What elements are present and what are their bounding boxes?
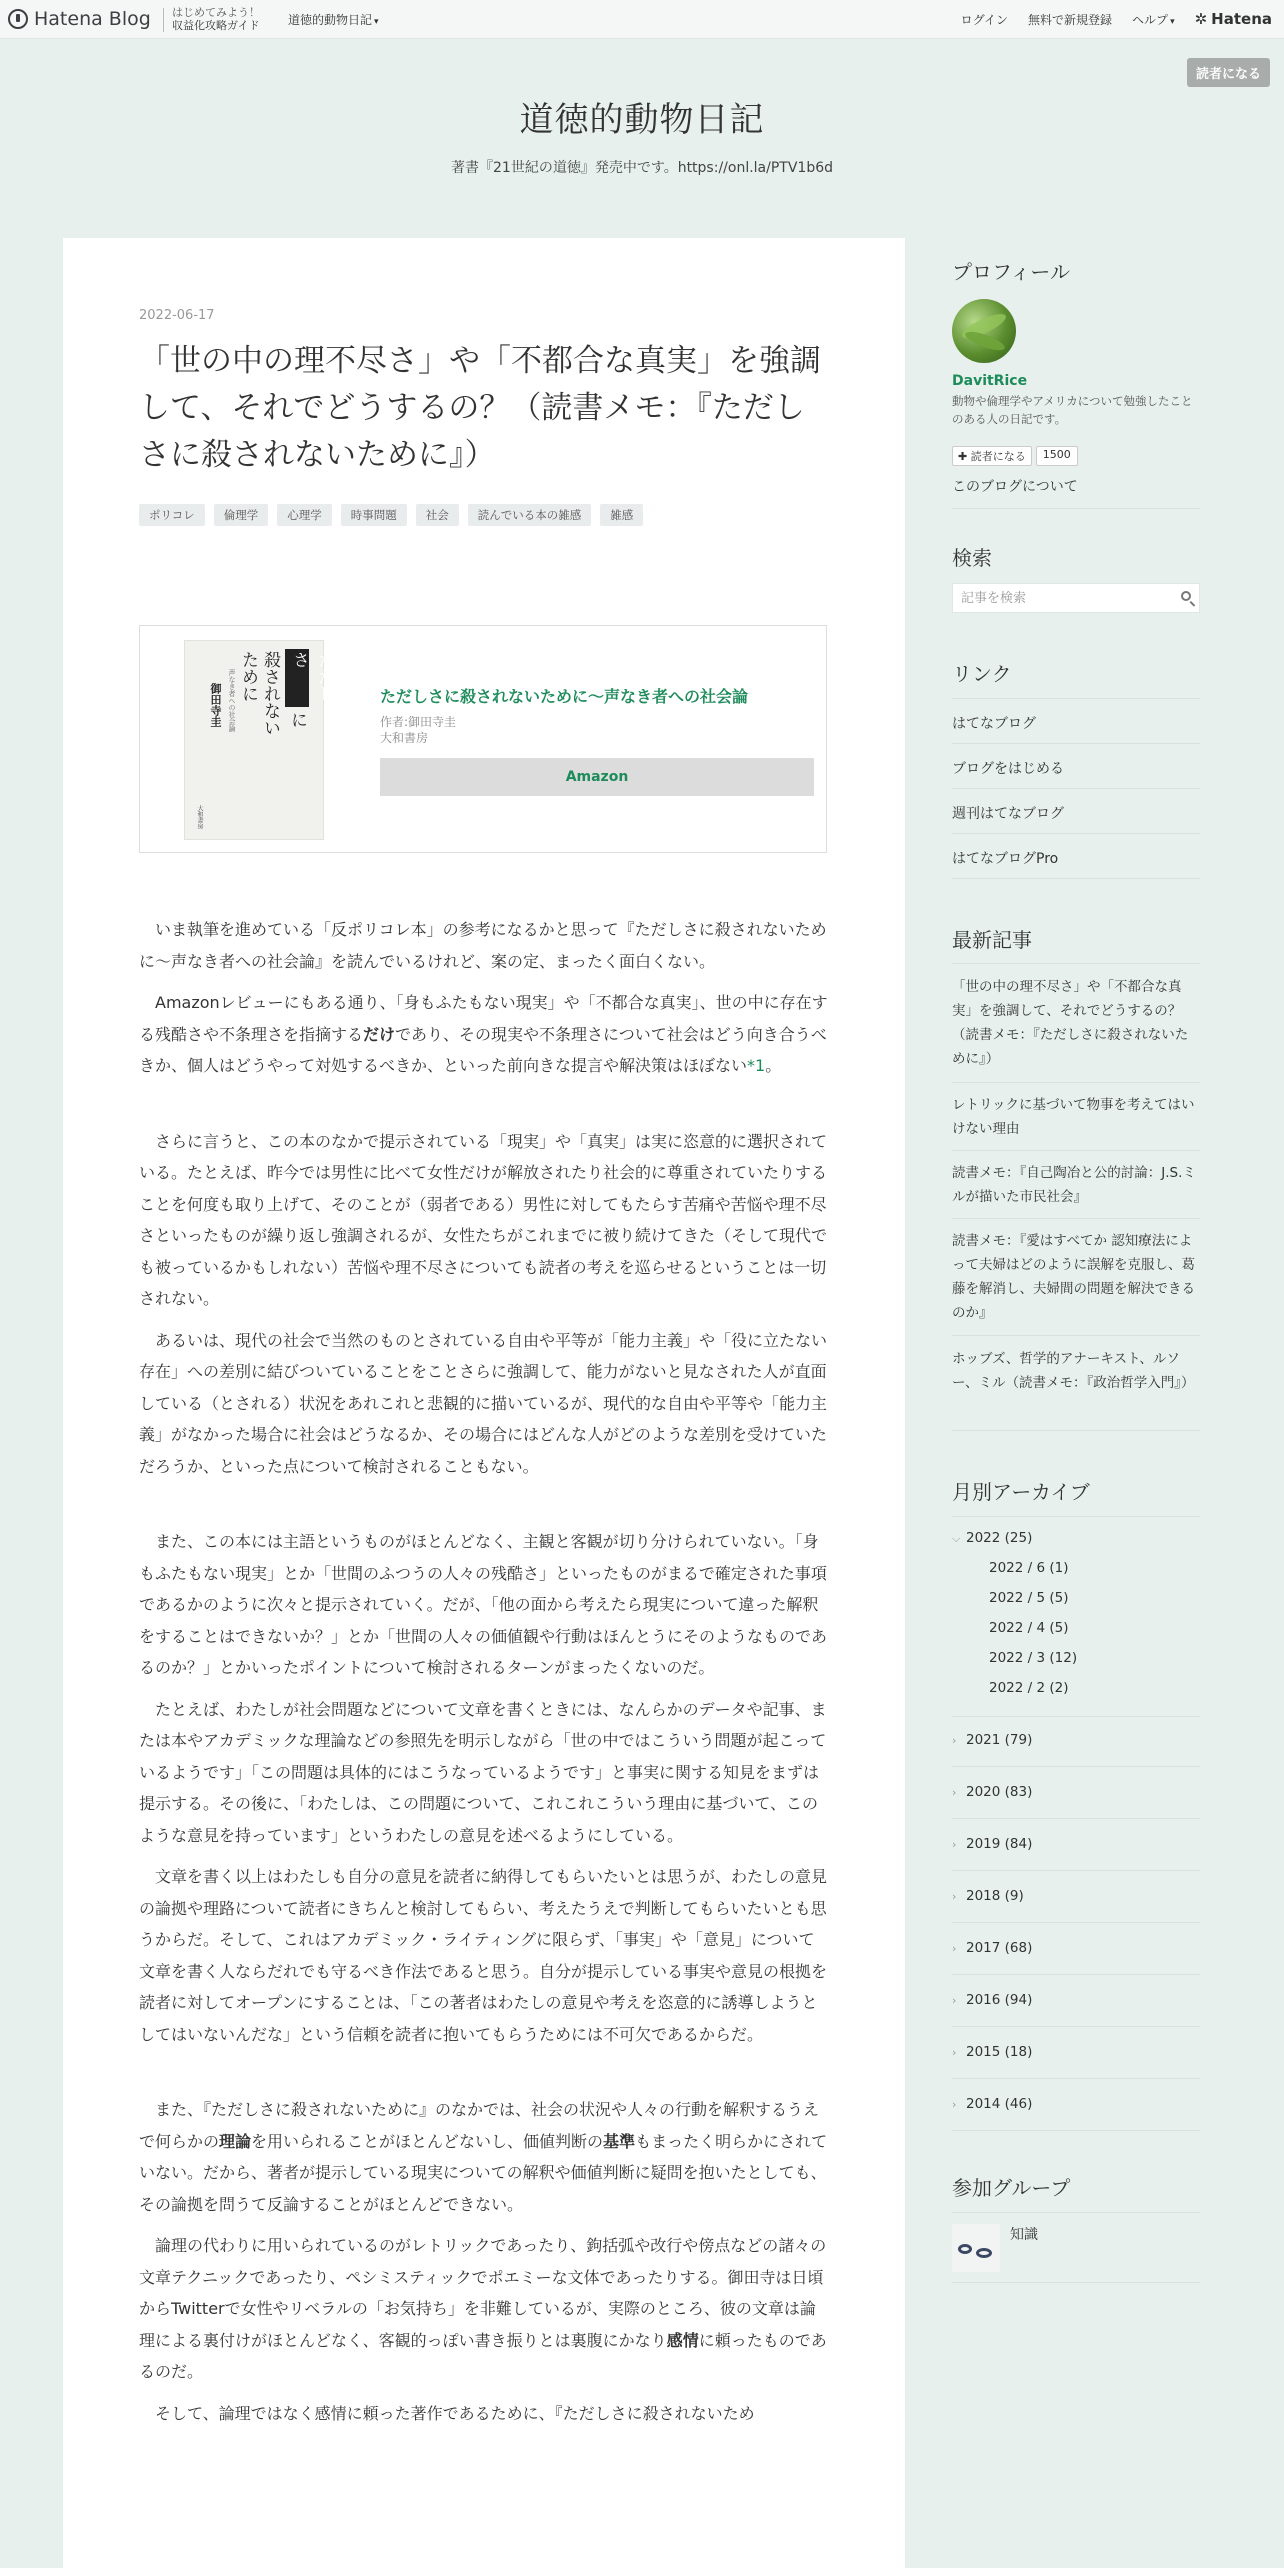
archive-year[interactable] — [952, 1732, 1032, 1748]
cover-publisher: 大和書房 — [196, 805, 203, 829]
paragraph-bold: 基準 — [603, 2131, 636, 2151]
paragraph: あるいは、現代の社会で当然のものとされている自由や平等が「能力主義」や「役に立たない存在」への差別に結びついていることをことさらに強調して、能力がないと見なされた人が直面している（とされる）状況をあれこれと悲観的に描いているが、現代的な自由や平等や「能力主義」がなかった場合に社会はどうなるか、その場合にはどんな人がどのような差別を受けていただろうか、といった点について検討されることもない。 — [139, 1330, 828, 1476]
archive-year[interactable] — [952, 2044, 1032, 2060]
chevron-right-icon: › — [952, 1838, 957, 1851]
archive-year-label: 2014 (46) — [966, 2096, 1033, 2112]
hatena-sun-icon: ✲ — [1194, 9, 1208, 28]
archive-month[interactable]: 2022 / 4 (5) — [989, 1620, 1069, 1636]
avatar[interactable] — [952, 299, 1016, 363]
divider — [952, 1335, 1200, 1336]
paragraph-bold: 感情 — [666, 2330, 699, 2350]
chevron-down-icon: ▾ — [374, 17, 379, 27]
help-label: ヘルプ — [1132, 13, 1169, 27]
cover-subtitle: 声なき者への社会論 — [228, 669, 236, 732]
paragraph-bold: だけ — [363, 1024, 396, 1044]
paragraph — [139, 2094, 829, 2220]
cover-title-b: に — [287, 711, 307, 728]
blog-description: 著書『21世紀の道徳』発売中です。https://onl.la/PTV1b6d — [451, 160, 833, 176]
divider — [952, 2282, 1200, 2283]
book-cover-image[interactable] — [184, 640, 334, 840]
header-right-menu — [961, 11, 1272, 28]
paragraph: いま執筆を進めている「反ポリコレ本」の参考になるかと思って『ただしさに殺されないために〜声なき者への社会論』を読んでいるけれど、案の定、まったく面白くない。 — [139, 920, 827, 971]
paragraph: そして、論理ではなく感情に頼った著作であるために、『ただしさに殺されないため — [155, 2403, 755, 2423]
archive-year-label: 2017 (68) — [966, 1940, 1033, 1956]
glasses-icon — [952, 2224, 1000, 2272]
archive-year-label: 2018 (9) — [966, 1888, 1024, 1904]
divider — [952, 2130, 1200, 2131]
about-blog-link[interactable]: このブログについて — [952, 479, 1078, 495]
divider — [952, 1150, 1200, 1151]
archive-year[interactable] — [952, 1940, 1032, 1956]
paragraph — [139, 2230, 829, 2388]
archive-month[interactable]: 2022 / 5 (5) — [989, 1590, 1069, 1606]
divider — [952, 1766, 1200, 1767]
footnote-link[interactable]: *1 — [747, 1056, 766, 1075]
chevron-down-icon: ⌵ — [952, 1532, 961, 1545]
book-title-link[interactable]: ただしさに殺されないために～声なき者への社会論 — [380, 687, 749, 706]
entry-categories — [139, 504, 643, 526]
archive-month[interactable]: 2022 / 6 (1) — [989, 1560, 1069, 1576]
paragraph-text: また、『ただしさに殺されないために』のなかでは、社会の状況や人々の行動を解釈するうえで何らかの — [139, 2100, 820, 2151]
archive-year[interactable] — [952, 1888, 1024, 1904]
divider — [952, 1082, 1200, 1083]
archive-year[interactable] — [952, 1784, 1032, 1800]
divider — [952, 1974, 1200, 1975]
paragraph: 文章を書く以上はわたしも自分の意見を読者に納得してもらいたいとは思うが、わたしの意見の論拠や理路について読者にきちんと検討してもらい、考えたうえで判断してもらいたいとも思うからだ。そして、これはアカデミック・ライティングに限らず、「事実」や「意見」について文章を書く人ならだれでも守るべき作法であると思う。自分が提示している事実や意見の根拠を読者に対してオープンにすることは、「この著者はわたしの意見や考えを恣意的に誘導しようとしてはいないんだな」という信頼を読者に抱いてもらうためには不可欠であるからだ。 — [139, 1867, 828, 2044]
sidebar-link[interactable]: はてなブログPro — [952, 851, 1059, 867]
paragraph: さらに言うと、この本のなかで提示されている「現実」や「真実」は実に恣意的に選択されている。たとえば、昨今では男性に比べて女性だけが解放されたり社会的に尊重されていたりすることを何度も取り上げて、そのことが（弱者である）男性に対してもたらす苦痛や苦悩や理不尽さといったものが繰り返し強調されるが、女性たちがこれまでに被り続けてきた（そして現代でも被っているかもしれない）苦悩や理不尽さについても読者の考えを巡らせるということは一切されない。 — [139, 1131, 828, 1308]
links-heading: リンク — [952, 662, 1012, 686]
recent-heading: 最新記事 — [952, 928, 1032, 952]
archive-year-label: 2019 (84) — [966, 1836, 1033, 1852]
sidebar-link[interactable]: ブログをはじめる — [952, 761, 1064, 777]
hatena-blog-logo-icon — [8, 9, 28, 29]
profile-subscribe — [952, 446, 1078, 466]
group-name: 知識 — [1010, 2227, 1038, 2243]
archive-year[interactable] — [952, 2096, 1032, 2112]
category-tag[interactable]: 社会 — [416, 504, 459, 526]
header-divider — [163, 8, 164, 32]
divider — [952, 1818, 1200, 1819]
groups-heading: 参加グループ — [952, 2176, 1071, 2200]
chevron-right-icon: › — [952, 1994, 957, 2007]
paragraph-text: であり、その現実や不条理さについて社会はどう向き合うべきか、個人はどうやって対処するべきか、といった前向きな提言や解決策はほぼない — [139, 1024, 827, 1075]
category-tag[interactable]: ポリコレ — [139, 504, 205, 526]
recent-entry-link[interactable]: 読書メモ：『自己陶冶と公的討論：J.S.ミルが描いた市民社会』 — [952, 1165, 1196, 1205]
divider — [952, 1218, 1200, 1219]
divider — [952, 2078, 1200, 2079]
cover-author: 御田寺圭 — [209, 683, 222, 727]
search-heading: 検索 — [952, 546, 992, 570]
archive-year[interactable] — [952, 1836, 1032, 1852]
book-author: 作者:御田寺圭 — [380, 715, 457, 729]
paragraph: たとえば、わたしが社会問題などについて文章を書くときには、なんらかのデータや記事、または本やアカデミックな理論などの参照先を明示しながら「世の中ではこういう問題が起こっているようです」「この問題は具体的にはこうなっているようです」と事実に関する知見をまずは提示する。その後に、「わたしは、この問題について、これこれこういう理由に基づいて、このような意見を持っています」というわたしの意見を述べるようにしている。 — [139, 1699, 827, 1845]
divider — [952, 2026, 1200, 2027]
archive-year-label: 2015 (18) — [966, 2044, 1033, 2060]
sidebar-link[interactable]: はてなブログ — [952, 716, 1036, 732]
divider — [952, 963, 1200, 964]
logo-text: Hatena Blog — [34, 8, 151, 30]
profile-heading: プロフィール — [952, 260, 1070, 284]
entry-title[interactable]: 「世の中の理不尽さ」や「不都合な真実」を強調して、それでどうするの？（読書メモ：『ただしさに殺されないために』） — [139, 343, 821, 473]
guide-line2: 収益化攻略ガイド — [172, 19, 260, 32]
entry-body — [139, 914, 829, 2439]
sidebar-subscribe-button[interactable] — [952, 446, 1032, 466]
category-tag[interactable]: 雑感 — [600, 504, 643, 526]
cover-title-a: ただしさ — [289, 651, 334, 702]
paragraph-text: 論理の代わりに用いられているのがレトリックであったり、鉤括弧や改行や傍点などの諸々の文章テクニックであったり、ペシミスティックでポエミーな文体であったりする。御田寺は日頃からTwitterで女性やリベラルの「お気持ち」を非難しているが、実際のところ、彼の文章は論理による裏付けがほとんどなく、客観的っぽい書き振りとは裏腹にかなり — [139, 2236, 827, 2350]
archive-year-label: 2020 (83) — [966, 1784, 1033, 1800]
divider — [952, 2212, 1200, 2213]
divider — [952, 878, 1200, 879]
divider — [952, 698, 1200, 699]
entry-date[interactable]: 2022-06-17 — [139, 308, 215, 323]
blog-menu-label: 道徳的動物日記 — [288, 13, 373, 27]
paragraph: また、この本には主語というものがほとんどなく、主観と客観が切り分けられていない。「身もふたもない現実」とか「世間のふつうの人々の残酷さ」といったものがまるで確定された事項であるかのように次々と提示されていく。だが、「他の面から考えたら現実について違った解釈をすることはできないか？」とか「世間の人々の価値観や行動はほんとうにそのようなものであるのか？」とかいったポイントについて検討されるターンがまったくないのだ。 — [139, 1532, 828, 1677]
group-item[interactable] — [952, 2220, 1200, 2278]
archive-year[interactable] — [952, 1992, 1032, 2008]
archive-year-label: 2016 (94) — [966, 1992, 1033, 2008]
cover-title-d: ために — [238, 651, 258, 702]
chevron-right-icon: › — [952, 1734, 957, 1747]
search-input[interactable] — [953, 584, 1169, 612]
login-link[interactable]: ログイン — [960, 13, 1009, 27]
divider — [952, 788, 1200, 789]
sidebar-subscribe-label: 読者になる — [970, 450, 1026, 463]
plus-icon: ✚ — [958, 450, 971, 463]
chevron-right-icon: › — [952, 1942, 957, 1955]
divider — [952, 1430, 1200, 1431]
recent-entry-link[interactable]: レトリックに基づいて物事を考えてはいけない理由 — [952, 1097, 1195, 1137]
category-tag[interactable]: 時事問題 — [341, 504, 407, 526]
profile-name[interactable]: DavitRice — [952, 373, 1028, 389]
archive-heading: 月別アーカイブ — [952, 1480, 1090, 1504]
archive-year-label: 2021 (79) — [966, 1732, 1033, 1748]
hatena-logo[interactable] — [1195, 9, 1272, 28]
archive-month[interactable]: 2022 / 3 (12) — [989, 1650, 1078, 1666]
signup-link[interactable]: 無料で新規登録 — [1028, 13, 1113, 27]
hatena-blog-logo[interactable] — [8, 6, 151, 32]
archive-year-2022[interactable] — [952, 1530, 1032, 1546]
category-tag[interactable]: 読んでいる本の雑感 — [468, 504, 592, 526]
recent-entry-link[interactable]: ホッブズ、哲学的アナーキスト、ルソー、ミル（読書メモ：『政治哲学入門』） — [952, 1351, 1195, 1391]
blog-title[interactable]: 道徳的動物日記 — [519, 100, 765, 140]
divider — [952, 1870, 1200, 1871]
hatena-logo-text: Hatena — [1211, 9, 1272, 28]
divider — [952, 1716, 1200, 1717]
search-box — [952, 583, 1200, 613]
help-menu[interactable] — [1132, 11, 1175, 28]
divider — [952, 1922, 1200, 1923]
recent-entry-link[interactable]: 「世の中の理不尽さ」や「不都合な真実」を強調して、それでどうするの？（読書メモ：『ただしさに殺されないために』） — [952, 979, 1189, 1067]
paragraph-text: もまったく明らかにされていない。だから、著者が提示している現実についての解釈や価値判断に疑問を抱いたとしても、その論拠を問うて反論することがほとんどできない。 — [139, 2131, 828, 2214]
chevron-down-icon: ▾ — [1170, 17, 1175, 27]
paragraph-text: に頼ったものであるのだ。 — [139, 2330, 827, 2381]
chevron-right-icon: › — [952, 2046, 957, 2059]
category-tag[interactable]: 心理学 — [277, 504, 332, 526]
recent-entry-link[interactable]: 読書メモ：『愛はすべてか 認知療法によって夫婦はどのように誤解を克服し、葛藤を解消し、夫婦間の問題を解決できるのか』 — [952, 1233, 1195, 1321]
archive-month[interactable]: 2022 / 2 (2) — [989, 1680, 1069, 1696]
amazon-button[interactable]: Amazon — [380, 758, 814, 796]
guide-line1: はじめてみよう！ — [172, 6, 260, 19]
paragraph — [139, 987, 829, 1082]
paragraph-text: を用いられることがほとんどないし、価値判断の — [251, 2131, 604, 2151]
divider — [952, 833, 1200, 834]
paragraph-text: 。 — [765, 1056, 782, 1075]
divider — [952, 743, 1200, 744]
chevron-right-icon: › — [952, 2098, 957, 2111]
search-icon[interactable] — [1181, 591, 1191, 601]
cover-title-highlight — [285, 649, 334, 707]
global-header — [0, 0, 1284, 39]
category-tag[interactable]: 倫理学 — [214, 504, 269, 526]
subscriber-count: 1500 — [1036, 446, 1078, 466]
main-article-column — [63, 238, 905, 2568]
cover-title-c: 殺されない — [260, 651, 280, 736]
subscribe-button[interactable]: 読者になる — [1187, 58, 1270, 87]
sidebar-link[interactable]: 週刊はてなブログ — [952, 806, 1064, 822]
chevron-right-icon: › — [952, 1890, 957, 1903]
paragraph-text: Amazonレビューにもある通り、「身もふたもない現実」や「不都合な真実」、世の中に存在する残酷さや不条理さを指摘する — [139, 993, 828, 1044]
monetize-guide-link[interactable] — [172, 6, 260, 32]
book-embed-card — [139, 625, 827, 853]
divider — [952, 1516, 1200, 1517]
blog-menu[interactable] — [288, 11, 379, 28]
profile-description: 動物や倫理学やアメリカについて勉強したことのある人の日記です。 — [952, 394, 1193, 426]
divider — [952, 508, 1200, 509]
book-publisher: 大和書房 — [380, 731, 429, 745]
chevron-right-icon: › — [952, 1786, 957, 1799]
archive-year-label: 2022 (25) — [966, 1530, 1033, 1546]
paragraph-bold: 理論 — [219, 2131, 252, 2151]
